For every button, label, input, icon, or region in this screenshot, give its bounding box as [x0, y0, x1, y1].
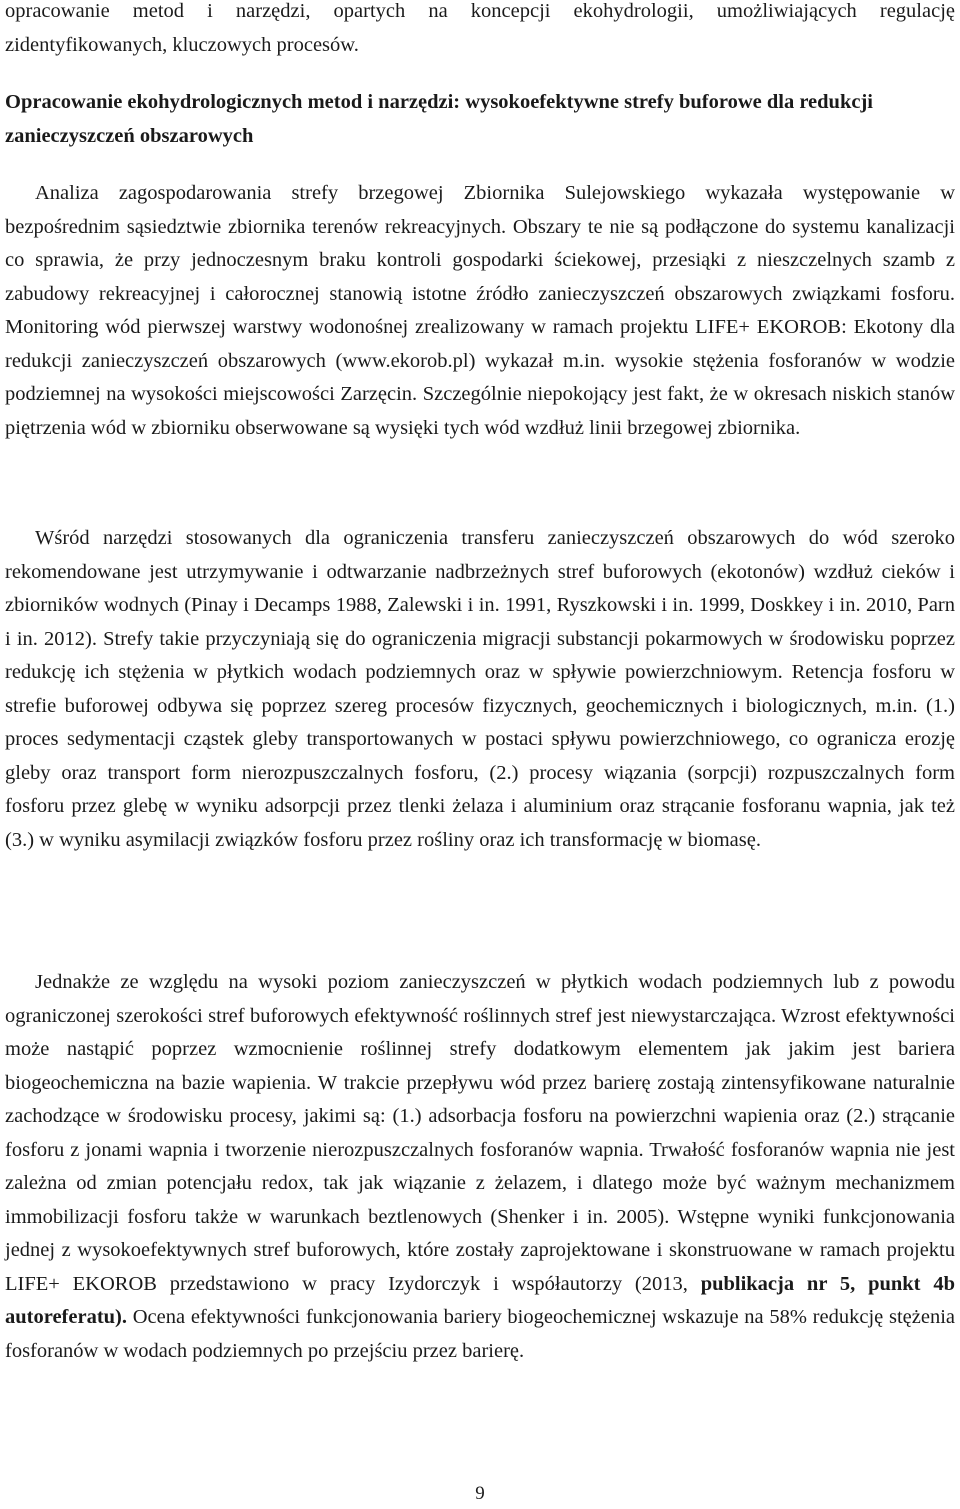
- section-heading: Opracowanie ekohydrologicznych metod i narzędzi: wysokoefektywne strefy buforowe dla redukcji zanieczyszczeń obszarowych: [5, 91, 873, 147]
- intro-paragraph: opracowanie metod i narzędzi, opartych na koncepcji ekohydrologii, umożliwiających regulację zidentyfikowanych, kluczowych procesów.: [5, 0, 955, 56]
- paragraph-3-bold-reference: publikacja nr 5, punkt 4b autoreferatu).: [5, 1272, 955, 1328]
- page-number: 9: [475, 1483, 485, 1504]
- paragraph-3: [5, 966, 955, 1368]
- paragraph-3-text: Jednakże ze względu na wysoki poziom zanieczyszczeń w płytkich wodach podziemnych lub z powodu ograniczonej szerokości stref buforowych efektywność roślinnych stref jest niewystarczająca. Wzrost efektywności może nastąpić poprzez wzmocnienie roślinnej strefy dodatkowym elementem jak jakim jest bariera biogeochemiczna na bazie wapienia. W trakcie przepływu wód przez barierę zostają zintensyfikowane naturalnie zachodzące w środowisku procesy, jakimi są: (1.) adsorbacja fosforu na powierzchni wapienia oraz (2.) strącanie fosforu z jonami wapnia i tworzenie nierozpuszczalnych fosforanów wapnia. Trwałość fosforanów wapnia nie jest zależna od zmian potencjału redox, tak jak wiązanie z żelazem, i dlatego może być ważnym mechanizmem immobilizacji fosforu także w warunkach beztlenowych (Shenker i in. 2005). Wstępne wyniki funkcjonowania jednej z wysokoefektywnych stref buforowych, które zostały zaprojektowane i skonstruowane w ramach projektu LIFE+ EKOROB przedstawiono w pracy Izydorczyk i współautorzy (2013,: [5, 971, 955, 1295]
- paragraph-2: Wśród narzędzi stosowanych dla ograniczenia transferu zanieczyszczeń obszarowych do wód szeroko rekomendowane jest utrzymywanie i odtwarzanie nadbrzeżnych stref buforowych (ekotonów) wzdłuż cieków i zbiorników wodnych (Pinay i Decamps 1988, Zalewski i in. 1991, Ryszkowski i in. 1999, Doskkey i in. 2010, Parn i in. 2012). Strefy takie przyczyniają się do ograniczenia migracji substancji pokarmowych w środowisku poprzez redukcję ich stężenia w płytkich wodach podziemnych oraz w spływie powierzchniowym. Retencja fosforu w strefie buforowej odbywa się poprzez szereg procesów fizycznych, geochemicznych i biologicznych, m.in. (1.) proces sedymentacji cząstek gleby transportowanych w postaci spływu powierzchniowego, co ogranicza erozję gleby oraz transport form nierozpuszczalnych fosforu, (2.) procesy wiązania (sorpcji) rozpuszczalnych form fosforu przez glebę w wyniku adsorpcji przez tlenki żelaza i aluminium oraz strącanie fosforanu wapnia, jak też (3.) w wyniku asymilacji związków fosforu przez rośliny oraz ich transformację w biomasę.: [5, 527, 955, 851]
- paragraph-1: Analiza zagospodarowania strefy brzegowej Zbiornika Sulejowskiego wykazała występowanie w bezpośrednim sąsiedztwie zbiornika terenów rekreacyjnych. Obszary te nie są podłączone do systemu kanalizacji co sprawia, że przy jednoczesnym braku kontroli gospodarki ściekowej, przesiąki z nieszczelnych szamb z zabudowy rekreacyjnej i całorocznej stanowią istotne źródło zanieczyszczeń obszarowych związkami fosforu. Monitoring wód pierwszej warstwy wodonośnej zrealizowany w ramach projektu LIFE+ EKOROB: Ekotony dla redukcji zanieczyszczeń obszarowych (www.ekorob.pl) wykazał m.in. wysokie stężenia fosforanów w wodzie podziemnej na wysokości miejscowości Zarzęcin. Szczególnie niepokojący jest fakt, że w okresach niskich stanów piętrzenia wód w zbiorniku obserwowane są wysięki tych wód wzdłuż linii brzegowej zbiornika.: [5, 182, 955, 439]
- paragraph-3-text-end: Ocena efektywności funkcjonowania bariery biogeochemicznej wskazuje na 58% redukcję stężenia fosforanów w wodach podziemnych po przejściu przez barierę.: [5, 1306, 955, 1362]
